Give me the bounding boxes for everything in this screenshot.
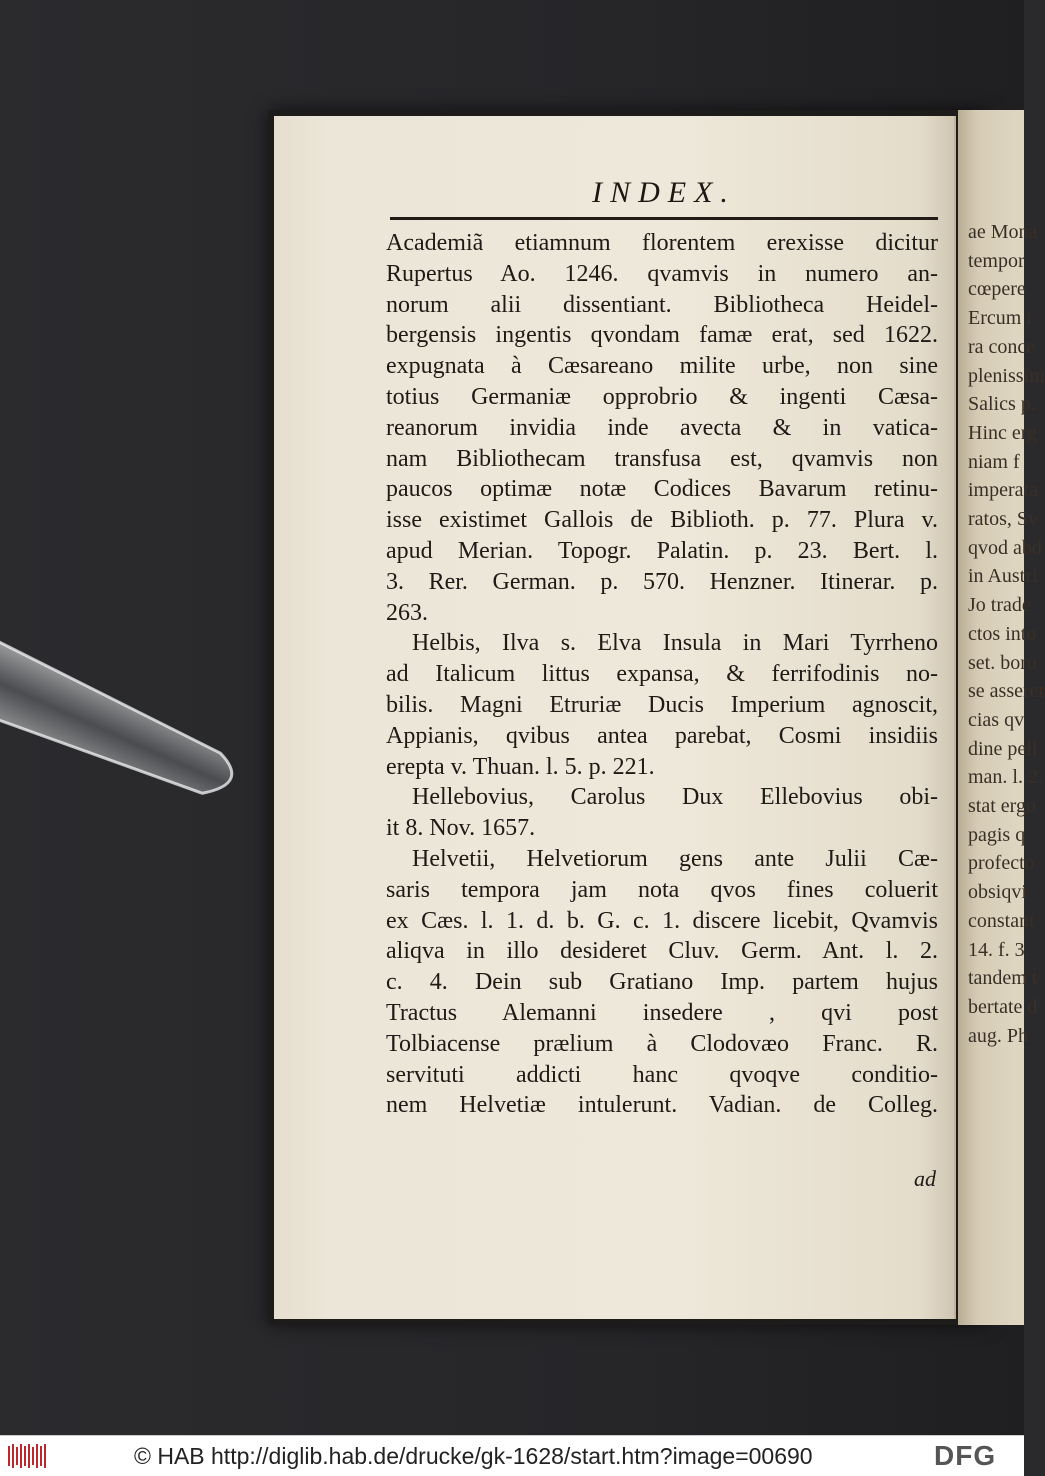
facing-line: Salics p.: [968, 393, 1036, 416]
facing-line: ratos, Sv: [968, 508, 1038, 531]
header-rule: [390, 217, 938, 220]
text-line: it 8. Nov. 1657.: [386, 815, 536, 842]
text-line: Helbis, Ilva s. Elva Insula in Mari Tyrrheno: [412, 630, 938, 657]
text-line: isse existimet Gallois de Biblioth. p. 77. Plura v.: [386, 507, 938, 534]
facing-line: Ercum i: [968, 307, 1032, 330]
text-line: paucos optimæ notæ Codices Bavarum retinu-: [386, 476, 938, 503]
text-line: ad Italicum littus expansa, & ferrifodinis no-: [386, 661, 938, 688]
facing-line: imperata: [968, 479, 1038, 502]
facing-line: dine pell: [968, 737, 1038, 760]
facing-line: niam f: [968, 450, 1020, 473]
hab-logo-icon: [6, 1442, 48, 1470]
facing-line: in Austri: [968, 565, 1038, 588]
copyright-link[interactable]: © HAB http://diglib.hab.de/drucke/gk-1628/start.htm?image=00690: [134, 1443, 813, 1469]
facing-line: constant: [968, 909, 1035, 932]
text-line: nem Helvetiæ intulerunt. Vadian. de Colleg.: [386, 1092, 938, 1119]
text-line: servituti addicti hanc qvoqve conditio-: [386, 1061, 938, 1088]
facing-line: obsiqvi: [968, 881, 1027, 904]
text-line: Tractus Alemanni insedere , qvi post: [386, 999, 938, 1026]
page-header: INDEX.: [592, 176, 736, 209]
footer-bar: [0, 1435, 1024, 1476]
facing-line: stat ergo: [968, 795, 1036, 818]
text-line: nam Bibliothecam transfusa est, qvamvis non: [386, 445, 938, 472]
text-line: reanorum invidia inde avecta & in vatica-: [386, 414, 938, 441]
dfg-logo: DFG: [934, 1440, 997, 1471]
text-line: totius Germaniæ opprobrio & ingenti Cæsa-: [386, 383, 938, 410]
text-line: c. 4. Dein sub Gratiano Imp. partem hujus: [386, 969, 938, 996]
text-line: saris tempora jam nota qvos fines coluerit: [386, 876, 938, 903]
facing-line: cias qv: [968, 708, 1025, 731]
facing-line: ra conce: [968, 335, 1036, 358]
text-line: Helvetii, Helvetiorum gens ante Julii Cæ-: [412, 845, 938, 872]
text-line: aliqva in illo desideret Cluv. Germ. Ant. l. 2.: [386, 938, 938, 965]
facing-line: tandem t: [968, 967, 1038, 990]
page-text: [386, 228, 938, 1121]
text-line: Appianis, qvibus antea parebat, Cosmi insidiis: [386, 722, 938, 749]
facing-line: 14. f. 3.: [968, 938, 1030, 961]
facing-line: Hinc erg: [968, 421, 1038, 444]
text-line: 3. Rer. German. p. 570. Henzner. Itinerar. p.: [386, 568, 938, 595]
text-line: bergensis ingentis qvondam famæ erat, sed 1622.: [386, 322, 938, 349]
facing-line: set. boru: [968, 651, 1037, 674]
facing-page-fragments: [958, 110, 1045, 1050]
facing-line: bertate d: [968, 995, 1038, 1018]
text-line: expugnata à Cæsareano milite urbe, non sine: [386, 353, 938, 380]
facing-line: plenissim: [968, 364, 1045, 387]
facing-line: Jo trade: [968, 594, 1031, 617]
facing-line: se asserer: [968, 680, 1045, 703]
text-line: apud Merian. Topogr. Palatin. p. 23. Bert. l.: [386, 537, 938, 564]
text-line: Academiã etiamnum florentem erexisse dicitur: [386, 230, 938, 256]
facing-line: man. l. 2.: [968, 766, 1043, 789]
text-line: bilis. Magni Etruriæ Ducis Imperium agnoscit,: [386, 691, 938, 718]
facing-line: cœpere: [968, 278, 1026, 301]
catchword: ad: [914, 1166, 936, 1191]
text-line: norum alii dissentiant. Bibliotheca Heidel-: [386, 291, 938, 318]
facing-line: aug. Ph: [968, 1024, 1028, 1047]
facing-page: [958, 110, 1045, 1325]
facing-line: qvod abd: [968, 536, 1042, 559]
text-line: Hellebovius, Carolus Dux Ellebovius obi-: [412, 784, 938, 811]
text-line: Tolbiacense prælium à Clodovæo Franc. R.: [386, 1030, 938, 1057]
text-line: 263.: [386, 599, 428, 626]
facing-line: ctos into: [968, 622, 1037, 645]
facing-line: ae Mona: [968, 221, 1038, 243]
facing-line: tempor: [968, 249, 1025, 272]
text-line: Rupertus Ao. 1246. qvamvis in numero an-: [386, 260, 938, 287]
facing-line: pagis q: [968, 823, 1026, 846]
facing-line: profecto: [968, 852, 1035, 875]
text-line: ex Cæs. l. 1. d. b. G. c. 1. discere licebit, Qvamvis: [386, 907, 938, 934]
text-line: erepta v. Thuan. l. 5. p. 221.: [386, 753, 655, 780]
